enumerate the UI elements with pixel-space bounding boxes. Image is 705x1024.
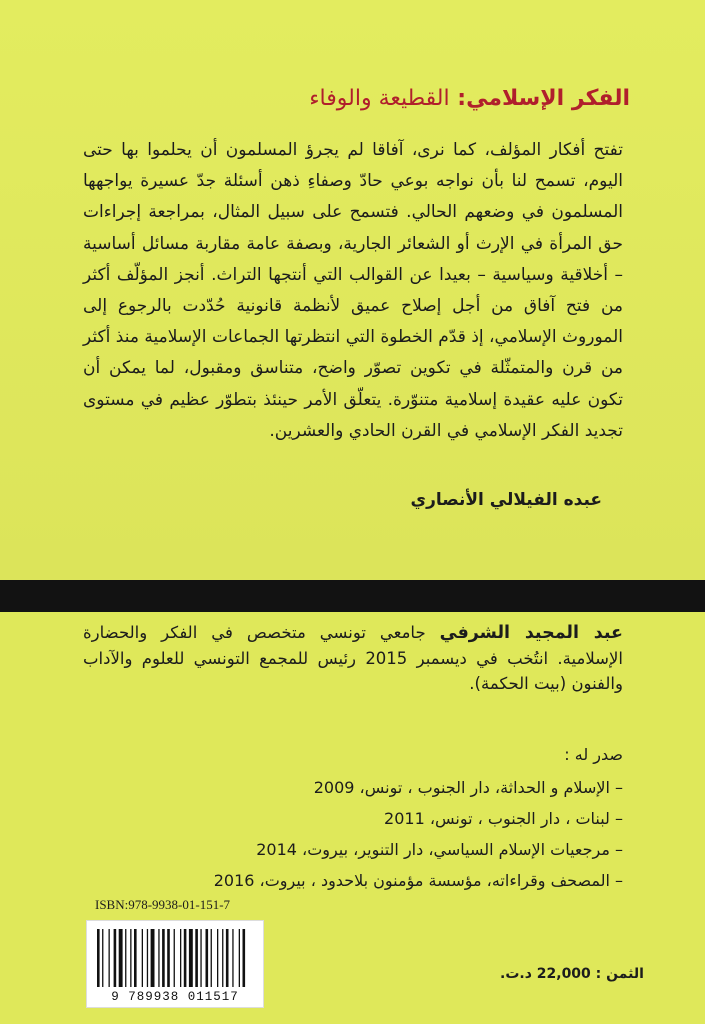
- barcode-bar: [109, 929, 110, 987]
- barcode-bar: [130, 929, 131, 987]
- barcode-bar: [226, 929, 229, 987]
- barcode-bar: [180, 929, 181, 987]
- barcode-bar: [217, 929, 218, 987]
- barcode-bar: [158, 929, 159, 987]
- title-main: الفكر الإسلامي:: [457, 86, 630, 111]
- barcode-bar: [189, 929, 193, 987]
- author-bio-text: جامعي تونسي متخصص في الفكر والحضارة الإسلامية. انتُخب في ديسمبر 2015 رئيس للمجمع التونسي للعلوم والآداب والفنون (بيت الحكمة).: [83, 623, 623, 693]
- book-title: [70, 86, 630, 111]
- barcode-bar: [134, 929, 137, 987]
- publications-list: [83, 772, 623, 896]
- publication-item: – مرجعيات الإسلام السياسي، دار التنوير، بيروت، 2014: [256, 840, 623, 859]
- barcode-bar: [162, 929, 165, 987]
- black-band: [0, 580, 705, 612]
- barcode-bar: [239, 929, 240, 987]
- publication-item: – الإسلام و الحداثة، دار الجنوب ، تونس، 2009: [313, 778, 623, 797]
- barcode-bar: [200, 929, 201, 987]
- barcode-bar: [114, 929, 117, 987]
- blurb-paragraph: تفتح أفكار المؤلف، كما نرى، آفاقا لم يجرؤ المسلمون أن يحلموا بها حتى اليوم، تسمح لنا بأن نواجه بوعي حادّ وصفاءِ ذهن أسئلة جدّ عسيرة يواجهها المسلمون في وضعهم الحالي. فتسمح على سبيل المثال، بمراجعة إجراءات حق المرأة في الإرث أو الشعائر الجارية، وبصفة عامة مقاربة مسائل أساسية – أخلاقية وسياسية – بعيدا عن القوالب التي أنتجها التراث. أنجز المؤلّف أكثر من فتح آفاق من أجل إصلاح عميق لأنظمة قانونية حُدّدت بالرجوع إلى الموروث الإسلامي، إذ قدّم الخطوة التي انتظرتها الجماعات الإسلامية منذ أكثر من قرن والمتمثّلة في تكوين تصوّر واضح، متناسق ومقبول، لما يمكن أن تكون عليه عقيدة إسلامية متنوّرة. يتعلّق الأمر حينئذ بتطوّر عظيم في مستوى تجديد الفكر الإسلامي في القرن الحادي والعشرين.: [83, 140, 623, 441]
- barcode-bar: [147, 929, 148, 987]
- barcode-bars: [97, 929, 253, 987]
- barcode-bar: [102, 929, 103, 987]
- barcode-bar: [232, 929, 233, 987]
- author-name: عبد المجيد الشرفي: [439, 623, 623, 643]
- publications-heading: صدر له :: [564, 745, 623, 764]
- barcode-bar: [97, 929, 100, 987]
- barcode-bar: [184, 929, 187, 987]
- barcode-bar: [119, 929, 123, 987]
- barcode-bar: [142, 929, 143, 987]
- price: الثمن : 22,000 د.ت.: [500, 966, 644, 982]
- title-sub: القطيعة والوفاء: [309, 86, 450, 111]
- barcode-bar: [167, 929, 170, 987]
- barcode-number: 9 789938 011517: [111, 990, 239, 1004]
- author-bio-paragraph: [83, 620, 623, 696]
- barcode-bar: [125, 929, 126, 987]
- blurb-signature: عبده الفيلالي الأنصاري: [410, 490, 602, 510]
- barcode-bar: [195, 929, 198, 987]
- barcode-bar: [211, 929, 212, 987]
- barcode-bar: [222, 929, 223, 987]
- barcode-bar: [243, 929, 246, 987]
- barcode-bar: [206, 929, 209, 987]
- publication-item: – لبنات ، دار الجنوب ، تونس، 2011: [384, 809, 623, 828]
- blurb: [83, 135, 623, 447]
- author-bio: [83, 620, 623, 696]
- barcode-bar: [151, 929, 155, 987]
- barcode-bar: [174, 929, 175, 987]
- barcode: [86, 920, 264, 1008]
- publications: [83, 742, 623, 896]
- publication-item: – المصحف وقراءاته، مؤسسة مؤمنون بلاحدود ، بيروت، 2016: [213, 871, 623, 890]
- isbn: ISBN:978-9938-01-151-7: [95, 897, 231, 912]
